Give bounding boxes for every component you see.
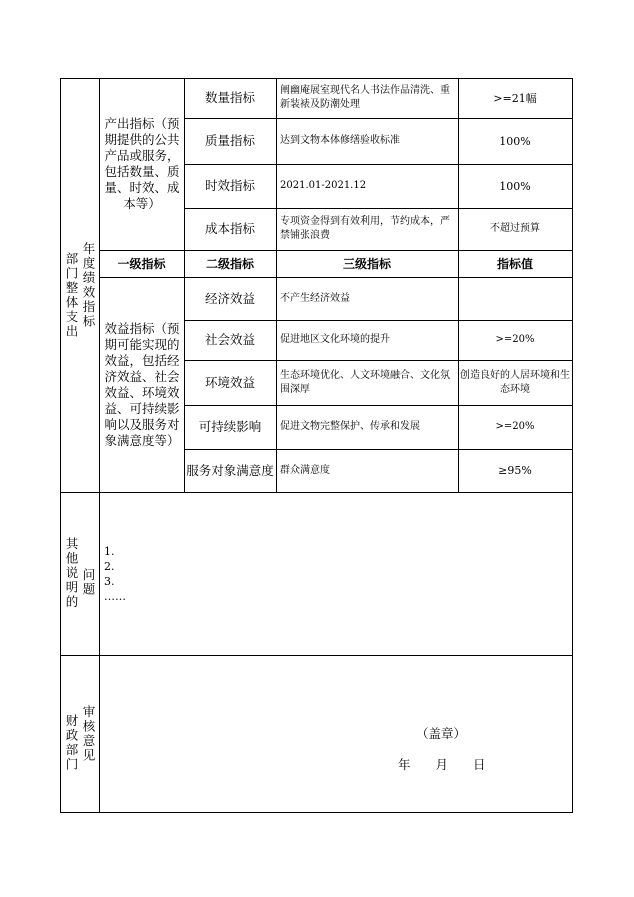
dept-inner-label: 年度绩效指标	[81, 241, 96, 329]
output-l3-3: 专项资金得到有效利用，节约成本，严禁铺张浪费	[280, 216, 450, 241]
satisfaction-l2: 服务对象满意度	[186, 462, 274, 478]
header-level3: 三级指标	[342, 257, 391, 271]
benefit-indicator-label: 效益指标（预期可能实现的效益，包括经济效益、社会效益、环境效益、可持续影响以及服务对象满意度等）	[104, 320, 180, 448]
benefit-val-2: 创造良好的人居环境和生态环境	[460, 369, 570, 395]
other-side-label	[60, 492, 99, 655]
benefit-l2-2: 环境效益	[204, 374, 255, 390]
other-line-1: 1.	[104, 545, 115, 558]
output-l3-2: 2021.01-2021.12	[280, 180, 367, 191]
benefit-val-0	[458, 277, 572, 320]
other-inner-label: 问题	[81, 568, 96, 597]
benefit-l3-1: 促进地区文化环境的提升	[280, 334, 390, 345]
benefit-l3-2: 生态环境优化、人文环境融合、文化氛围深厚	[280, 369, 450, 395]
other-line-2: 2.	[104, 560, 115, 573]
other-lines	[104, 544, 126, 604]
finance-side-label	[60, 655, 99, 812]
other-line-3: 3.	[104, 575, 115, 588]
output-l2-3: 成本指标	[204, 221, 255, 236]
output-l3-1: 达到文物本体修缮验收标准	[280, 135, 400, 146]
performance-table	[60, 78, 572, 812]
output-val-2: 100%	[499, 179, 531, 193]
output-indicator-label: 产出指标（预期提供的公共产品或服务，包括数量、质量、时效、成本等）	[104, 116, 180, 211]
dept-outer-label: 部门整体支出	[64, 251, 79, 339]
benefit-val-3: >=20%	[495, 421, 535, 432]
date-text: 年 月 日	[398, 757, 486, 772]
finance-outer-label: 财政部门	[64, 713, 79, 772]
output-val-0: >=21幅	[493, 91, 537, 105]
dept-side-label	[60, 78, 99, 492]
seal-text: （盖章）	[416, 726, 467, 741]
header-level2: 二级指标	[205, 257, 254, 271]
output-l2-2: 时效指标	[204, 178, 255, 193]
header-value: 指标值	[496, 257, 533, 271]
finance-inner-label: 审核意见	[81, 704, 96, 763]
benefit-val-1: >=20%	[495, 334, 535, 345]
satisfaction-val: ≥95%	[498, 464, 532, 477]
output-val-1: 100%	[499, 134, 531, 148]
benefit-l2-3: 可持续影响	[198, 419, 262, 434]
output-l2-0: 数量指标	[204, 90, 255, 105]
other-line-4: ……	[104, 590, 126, 603]
other-outer-label: 其他说明的	[64, 537, 79, 610]
benefit-l2-1: 社会效益	[204, 332, 255, 347]
output-val-3: 不超过预算	[490, 223, 540, 234]
output-l3-0: 阐幽庵展室现代名人书法作品清洗、重新装裱及防潮处理	[280, 85, 450, 110]
benefit-l3-0: 不产生经济效益	[280, 292, 350, 304]
satisfaction-l3: 群众满意度	[280, 464, 330, 476]
benefit-l3-3: 促进文物完整保护、传承和发展	[280, 421, 420, 432]
benefit-l2-0: 经济效益	[204, 290, 255, 306]
header-level1: 一级指标	[117, 257, 166, 271]
output-l2-1: 质量指标	[204, 133, 255, 148]
